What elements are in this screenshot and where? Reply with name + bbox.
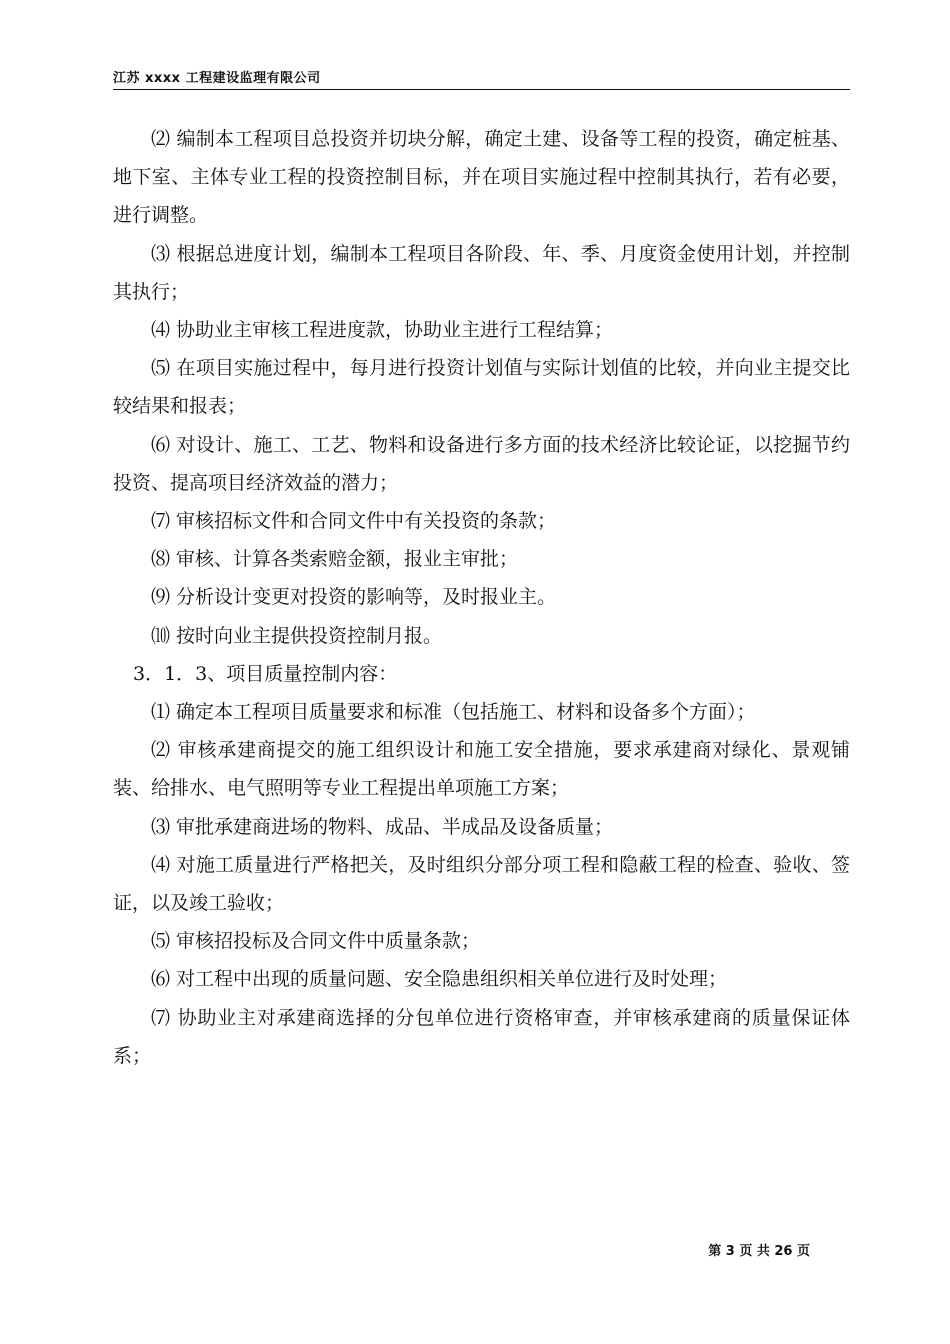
page-number: 第 3 页 共 26 页 bbox=[708, 1244, 810, 1259]
paragraph-quality-5: ⑸ 审核招投标及合同文件中质量条款； bbox=[151, 930, 481, 953]
paragraph-investment-5: ⑸ 在项目实施过程中，每月进行投资计划值与实际计划值的比较，并向业主提交比较结果和报表； bbox=[113, 357, 850, 418]
paragraph-investment-10: ⑽ 按时向业主提供投资控制月报。 bbox=[151, 624, 443, 647]
paragraph-quality-7: ⑺ 协助业主对承建商选择的分包单位进行资格审查，并审核承建商的质量保证体系； bbox=[113, 1006, 850, 1067]
paragraph-quality-1: ⑴ 确定本工程项目质量要求和标准（包括施工、材料和设备多个方面）； bbox=[151, 701, 756, 724]
document-body bbox=[113, 120, 850, 1075]
header-divider bbox=[113, 89, 850, 90]
paragraph-quality-2: ⑵ 审核承建商提交的施工组织设计和施工安全措施，要求承建商对绿化、景观铺装、给排水、电气照明等专业工程提出单项施工方案； bbox=[113, 739, 850, 800]
paragraph-investment-7: ⑺ 审核招标文件和合同文件中有关投资的条款； bbox=[151, 510, 557, 533]
paragraph-investment-3: ⑶ 根据总进度计划，编制本工程项目各阶段、年、季、月度资金使用计划，并控制其执行； bbox=[113, 242, 850, 303]
section-heading-quality: 3．1．3、项目质量控制内容： bbox=[133, 662, 398, 685]
paragraph-investment-2: ⑵ 编制本工程项目总投资并切块分解，确定土建、设备等工程的投资，确定桩基、地下室、主体专业工程的投资控制目标，并在项目实施过程中控制其执行，若有必要，进行调整。 bbox=[113, 128, 850, 227]
paragraph-investment-6: ⑹ 对设计、施工、工艺、物料和设备进行多方面的技术经济比较论证，以挖掘节约投资、提高项目经济效益的潜力； bbox=[113, 433, 850, 494]
paragraph-investment-4: ⑷ 协助业主审核工程进度款，协助业主进行工程结算； bbox=[151, 319, 614, 342]
page-header-company: 江苏 xxxx 工程建设监理有限公司 bbox=[113, 71, 321, 86]
paragraph-quality-3: ⑶ 审批承建商进场的物料、成品、半成品及设备质量； bbox=[151, 815, 614, 838]
paragraph-investment-8: ⑻ 审核、计算各类索赔金额，报业主审批； bbox=[151, 548, 519, 571]
paragraph-investment-9: ⑼ 分析设计变更对投资的影响等，及时报业主。 bbox=[151, 586, 557, 609]
paragraph-quality-6: ⑹ 对工程中出现的质量问题、安全隐患组织相关单位进行及时处理； bbox=[151, 968, 728, 991]
paragraph-quality-4: ⑷ 对施工质量进行严格把关，及时组织分部分项工程和隐蔽工程的检查、验收、签证，以及竣工验收； bbox=[113, 853, 850, 915]
